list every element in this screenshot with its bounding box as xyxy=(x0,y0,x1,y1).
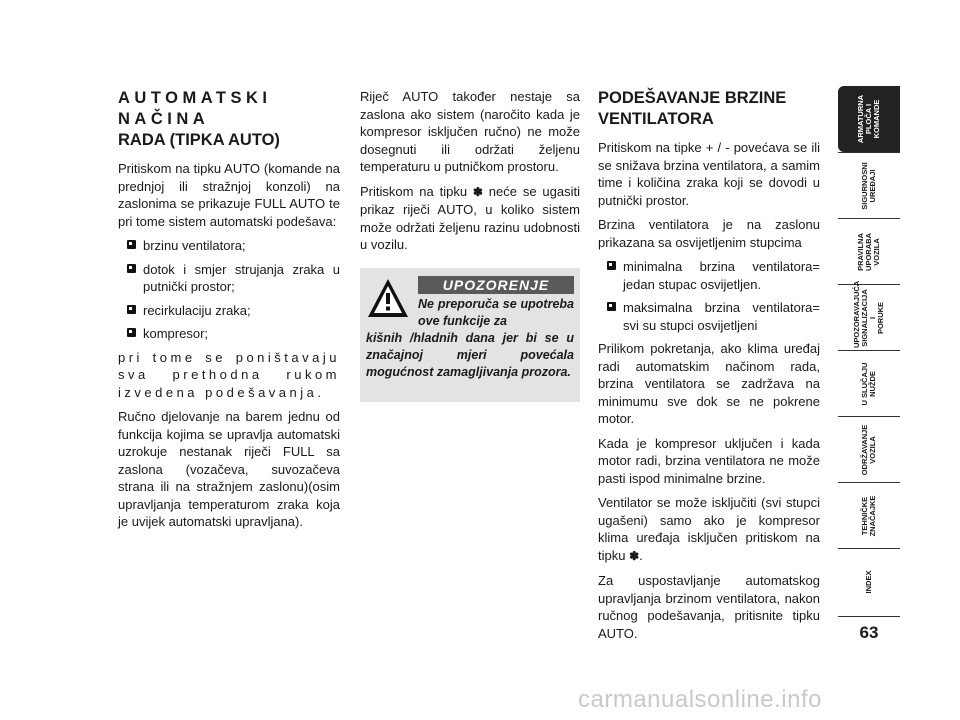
bullet-icon xyxy=(127,305,136,314)
tab-correct-use[interactable]: PRAVILNA UPORABA VOZILA xyxy=(838,218,900,284)
bullet-icon xyxy=(127,240,136,249)
title-line-2: VENTILATORA xyxy=(598,110,714,128)
paragraph: pri tome se poništavaju sva prethodna rukom izvedena podešavanja. xyxy=(118,349,340,400)
paragraph: Ručno djelovanje na barem jednu od funkcija kojima se upravlja automatski uzrokuje nestanak riječi FULL sa zaslona (vozačeva, suvozačeva strana ili na stražnjem zaslonu)(osim upravljanja temperaturom zraka koja je uvijek automatski upravljana). xyxy=(118,409,340,529)
section-title-auto xyxy=(118,88,340,151)
fan-icon: ✽ xyxy=(629,548,640,563)
paragraph: Prilikom pokretanja, ako klima uređaj radi automatskim načinom rada, brzina ventilatora se zadržava na minimumu sve dok se ne pokrene motor. xyxy=(598,341,820,426)
tab-instruments-controls[interactable]: ARMATURNA PLOČA I KOMANDE xyxy=(838,86,900,152)
paragraph: Za uspostavljanje automatskog upravljanja brzinom ventilatora, nakon ručnog podešavanja, pritisnite tipku AUTO. xyxy=(598,573,820,641)
paragraph: Pritiskom na tipke + / - povećava se ili se snižava brzina ventilatora, a samim time i količina zraka koji se dovodi u putnički prostor. xyxy=(598,140,820,208)
warning-heading: UPOZORENJE xyxy=(418,276,574,294)
paragraph: Brzina ventilatora je na zaslonu prikazana sa osvijetljenim stupcima xyxy=(598,217,820,250)
bullet-icon xyxy=(607,261,616,270)
tab-maintenance[interactable]: ODRŽAVANJE VOZILA xyxy=(838,416,900,482)
tab-warning-lights[interactable]: UPOZORAVAJUĆA SIGNALIZACIJA I PORUKE xyxy=(838,284,900,350)
bullet-list xyxy=(118,237,340,343)
bullet-icon xyxy=(607,302,616,311)
list-item: brzinu ventilatora; xyxy=(118,237,340,255)
list-item: dotok i smjer strujanja zraka u putnički prostor; xyxy=(118,261,340,296)
bullet-list xyxy=(598,258,820,334)
fan-icon: ✽ xyxy=(472,184,483,199)
warning-text-bottom: kišnih /hladnih dana jer bi se u značajnoj mjeri povećala mogućnost zamagljivanja prozora. xyxy=(366,330,574,379)
list-item: recirkulaciju zraka; xyxy=(118,302,340,320)
paragraph: Pritiskom na tipku AUTO (komande na prednjoj ili stražnjoj konzoli) na zaslonima se prikazuje FULL AUTO te pri tome sistem automatski podešava: xyxy=(118,161,340,229)
watermark: carmanualsonline.info xyxy=(578,686,822,713)
list-item: minimalna brzina ventilatora= jedan stupac osvijetljen. xyxy=(598,258,820,293)
tab-safety-devices[interactable]: SIGURNOSNI UREĐAJI xyxy=(838,152,900,218)
paragraph: Pritiskom na tipku ✽ neće se ugasiti prikaz riječi AUTO, u koliko sistem može održati željenu razinu udobnosti u vozilu. xyxy=(360,183,580,252)
column-middle xyxy=(360,88,580,402)
column-right xyxy=(598,88,820,649)
paragraph: Riječ AUTO također nestaje sa zaslona ako sistem (naročito kada je kompresor isključen ručno) ne može dosegnuti ili održati željenu temperaturu u putničkom prostoru. xyxy=(360,89,580,174)
list-item: kompresor; xyxy=(118,325,340,343)
paragraph: Kada je kompresor uključen i kada motor radi, brzina ventilatora ne može pasti ispod minimalne brzine. xyxy=(598,435,820,486)
title-line-1: AUTOMATSKI NAČINA xyxy=(118,89,272,128)
paragraph: Ventilator se može isključiti (svi stupci ugašeni) samo ako je kompresor klima uređaja isključen pritiskom na tipku ✽. xyxy=(598,495,820,563)
warning-box xyxy=(360,268,580,402)
section-title-fan-speed xyxy=(598,88,820,130)
title-line-1: PODEŠAVANJE BRZINE xyxy=(598,89,787,107)
column-left xyxy=(118,88,340,538)
page-number: 63 xyxy=(838,616,900,643)
chapter-tabs xyxy=(838,86,900,614)
tab-technical-data[interactable]: TEHNIČKE ZNAČAJKE xyxy=(838,482,900,548)
warning-triangle-icon xyxy=(366,276,410,320)
tab-index[interactable]: INDEX xyxy=(838,548,900,614)
warning-text-top: Ne preporuča se upotreba ove funkcije za xyxy=(418,296,574,328)
list-item: maksimalna brzina ventilatora= svi su stupci osvijetljeni xyxy=(598,299,820,334)
title-line-2: RADA (TIPKA AUTO) xyxy=(118,131,280,149)
bullet-icon xyxy=(127,264,136,273)
bullet-icon xyxy=(127,328,136,337)
tab-emergency[interactable]: U SLUČAJU NUŽDE xyxy=(838,350,900,416)
